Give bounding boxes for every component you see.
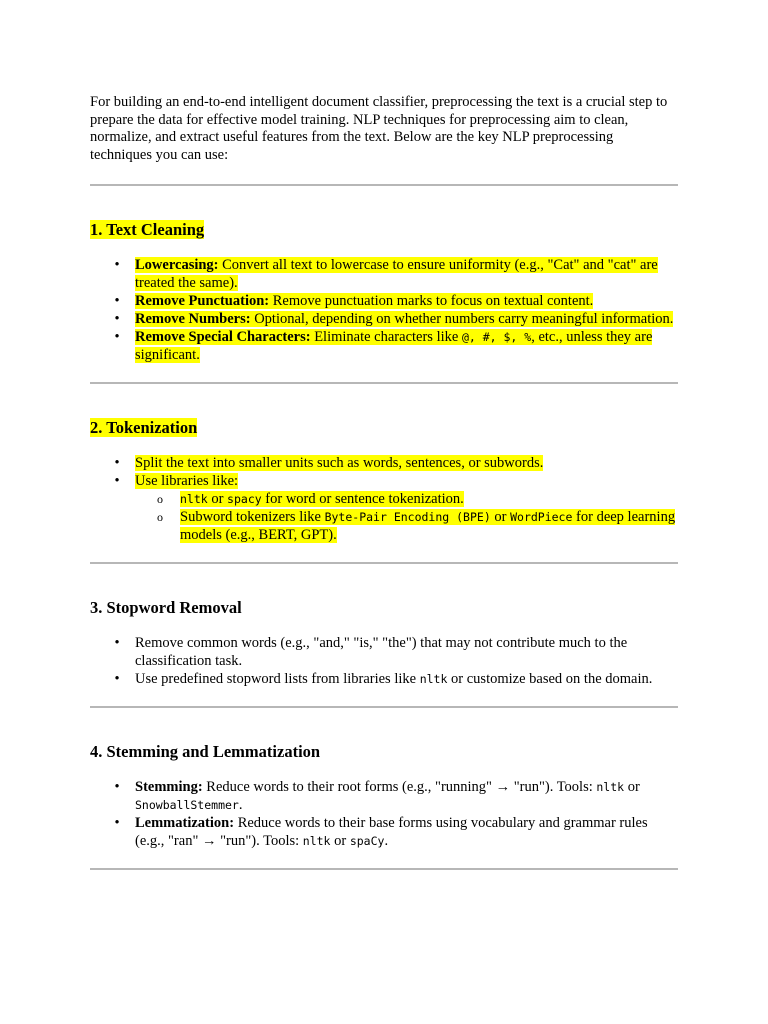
section-heading-stemming-lemmatization: 4. Stemming and Lemmatization bbox=[90, 742, 321, 761]
list-item: • Remove Punctuation: Remove punctuation marks to focus on textual content. bbox=[114, 293, 594, 309]
list-item: • Remove Special Characters: Eliminate characters like @, #, $, %, etc., unless they are significant. bbox=[114, 329, 653, 363]
list-item: • Use libraries like: o nltk or spacy for word or sentence tokenization. o Subword tokenizers like Byte-Pair Encoding (BPE) or WordPiece for deep learning models (e.g., BERT, GPT). bbox=[90, 472, 678, 544]
sub-list-item: o Subword tokenizers like Byte-Pair Encoding (BPE) or WordPiece for deep learning models (e.g., BERT, GPT). bbox=[157, 509, 676, 543]
text-cleaning-list bbox=[90, 256, 678, 364]
divider bbox=[90, 382, 678, 384]
list-item: • Lemmatization: Reduce words to their base forms using vocabulary and grammar rules (e.g., "ran" → "run"). Tools: nltk or spaCy. bbox=[114, 815, 648, 849]
list-item: • Remove Numbers: Optional, depending on whether numbers carry meaningful information. bbox=[114, 311, 674, 327]
section-heading-text-cleaning: 1. Text Cleaning bbox=[90, 220, 205, 239]
divider bbox=[90, 184, 678, 186]
document-page bbox=[90, 94, 678, 870]
list-item: • Split the text into smaller units such as words, sentences, or subwords. bbox=[114, 455, 544, 471]
stemming-list bbox=[90, 778, 678, 850]
stopword-list bbox=[90, 634, 678, 688]
sub-list-item: o nltk or spacy for word or sentence tokenization. bbox=[157, 491, 464, 507]
section-heading-tokenization: 2. Tokenization bbox=[90, 418, 198, 437]
divider bbox=[90, 706, 678, 708]
section-heading-stopword-removal: 3. Stopword Removal bbox=[90, 598, 242, 617]
tokenization-list bbox=[90, 454, 678, 544]
divider bbox=[90, 562, 678, 564]
list-item: • Lowercasing: Convert all text to lowercase to ensure uniformity (e.g., "Cat" and "cat" are treated the same). bbox=[114, 257, 658, 291]
list-item: • Remove common words (e.g., "and," "is," "the") that may not contribute much to the classification task. bbox=[114, 635, 628, 669]
list-item: • Stemming: Reduce words to their root forms (e.g., "running" → "run"). Tools: nltk or SnowballStemmer. bbox=[114, 779, 640, 813]
tokenization-sublist bbox=[90, 490, 678, 544]
list-item: • Use predefined stopword lists from libraries like nltk or customize based on the domain. bbox=[114, 671, 653, 687]
intro-paragraph: For building an end-to-end intelligent document classifier, preprocessing the text is a crucial step to prepare the data for effective model training. NLP techniques for preprocessing aim to clean, normalize, and extract useful features from the text. Below are the key NLP preprocessing techniques you can use: bbox=[90, 94, 668, 163]
divider bbox=[90, 868, 678, 870]
